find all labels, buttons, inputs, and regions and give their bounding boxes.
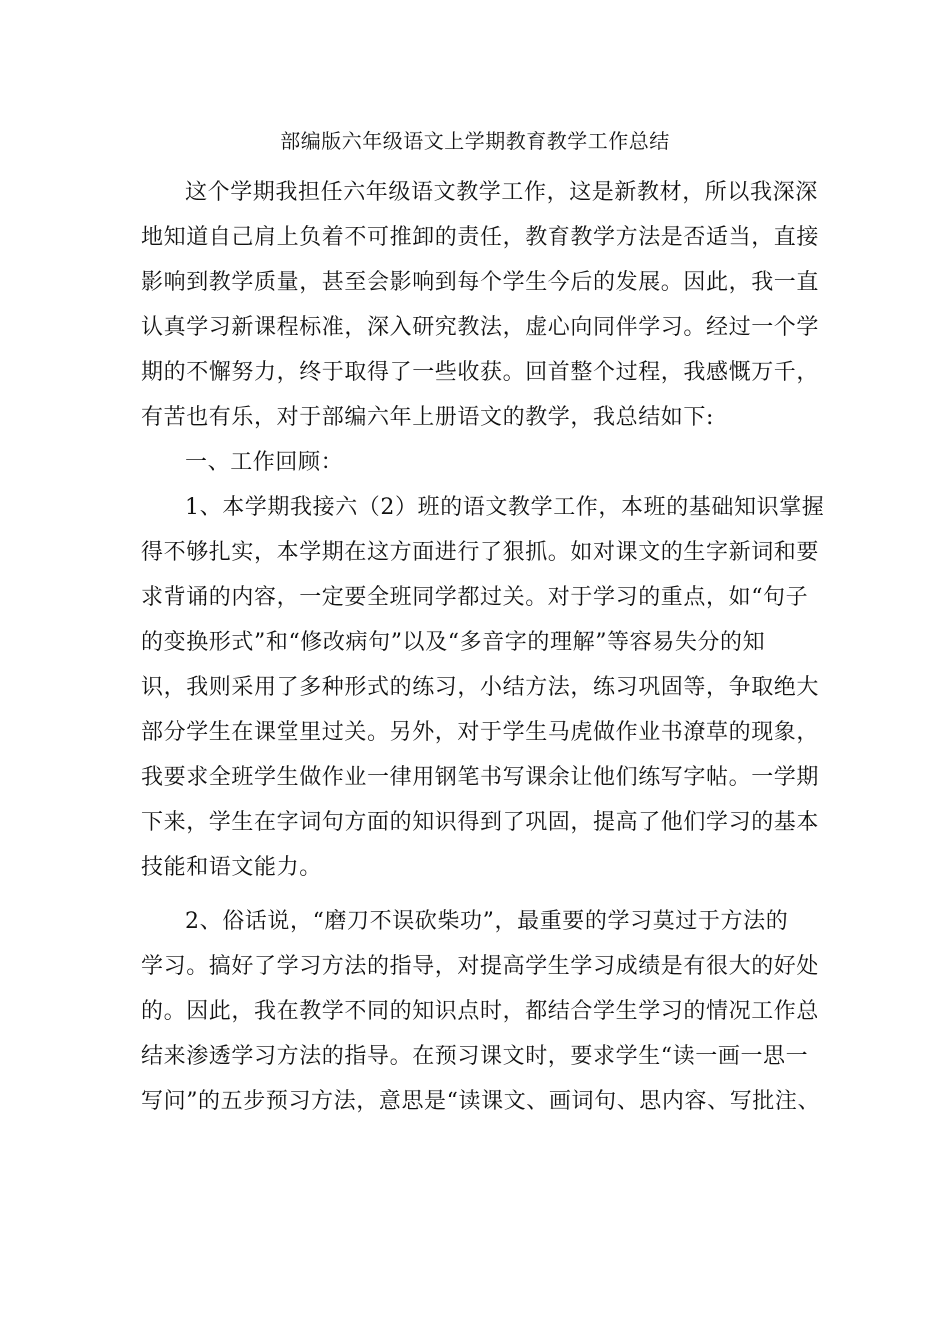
text-line: 学习。搞好了学习方法的指导，对提高学生学习成绩是有很大的好处	[141, 954, 820, 979]
text-line: 我要求全班学生做作业一律用钢笔书写课余让他们练写字帖。一学期	[141, 765, 820, 790]
text-line: 有苦也有乐，对于部编六年上册语文的教学，我总结如下:	[141, 405, 715, 430]
text-line: 一、工作回顾：	[185, 450, 344, 475]
text-line: 认真学习新课程标准，深入研究教法，虚心向同伴学习。经过一个学	[141, 315, 820, 340]
document-body	[141, 170, 831, 1124]
paragraph-intro	[141, 170, 831, 440]
text-line: 得不够扎实，本学期在这方面进行了狠抓。如对课文的生字新词和要	[141, 540, 820, 565]
text-line: 求背诵的内容，一定要全班同学都过关。对于学习的重点，如“句子	[141, 585, 809, 610]
paragraph-gap	[141, 890, 831, 899]
paragraph-point-2	[141, 899, 831, 1124]
text-line: 下来，学生在字词句方面的知识得到了巩固，提高了他们学习的基本	[141, 810, 820, 835]
paragraph-point-1	[141, 485, 831, 890]
text-line: 地知道自己肩上负着不可推卸的责任，教育教学方法是否适当，直接	[141, 225, 820, 250]
text-line: 的变换形式”和“修改病句”以及“多音字的理解”等容易失分的知	[141, 630, 766, 655]
text-line: 影响到教学质量，甚至会影响到每个学生今后的发展。因此，我一直	[141, 270, 820, 295]
text-line: 这个学期我担任六年级语文教学工作，这是新教材，所以我深深	[185, 180, 818, 205]
text-line: 的。因此，我在教学不同的知识点时，都结合学生学习的情况工作总	[141, 999, 820, 1024]
text-line: 1、本学期我接六（2）班的语文教学工作，本班的基础知识掌握	[185, 495, 825, 520]
text-line: 写问”的五步预习方法，意思是“读课文、画词句、思内容、写批注、	[141, 1089, 821, 1114]
text-line: 技能和语文能力。	[141, 855, 322, 880]
text-line: 期的不懈努力，终于取得了一些收获。回首整个过程，我感慨万千，	[141, 360, 820, 385]
text-line: 结来渗透学习方法的指导。在预习课文时，要求学生“读一画一思一	[141, 1044, 809, 1069]
text-line: 2、俗话说，“磨刀不误砍柴功”，最重要的学习莫过于方法的	[185, 909, 789, 934]
section-heading	[141, 440, 831, 485]
text-line: 部分学生在课堂里过关。另外，对于学生马虎做作业书潦草的现象，	[141, 720, 820, 745]
document-title: 部编版六年级语文上学期教育教学工作总结	[280, 129, 670, 153]
text-line: 识，我则采用了多种形式的练习，小结方法，练习巩固等，争取绝大	[141, 675, 820, 700]
